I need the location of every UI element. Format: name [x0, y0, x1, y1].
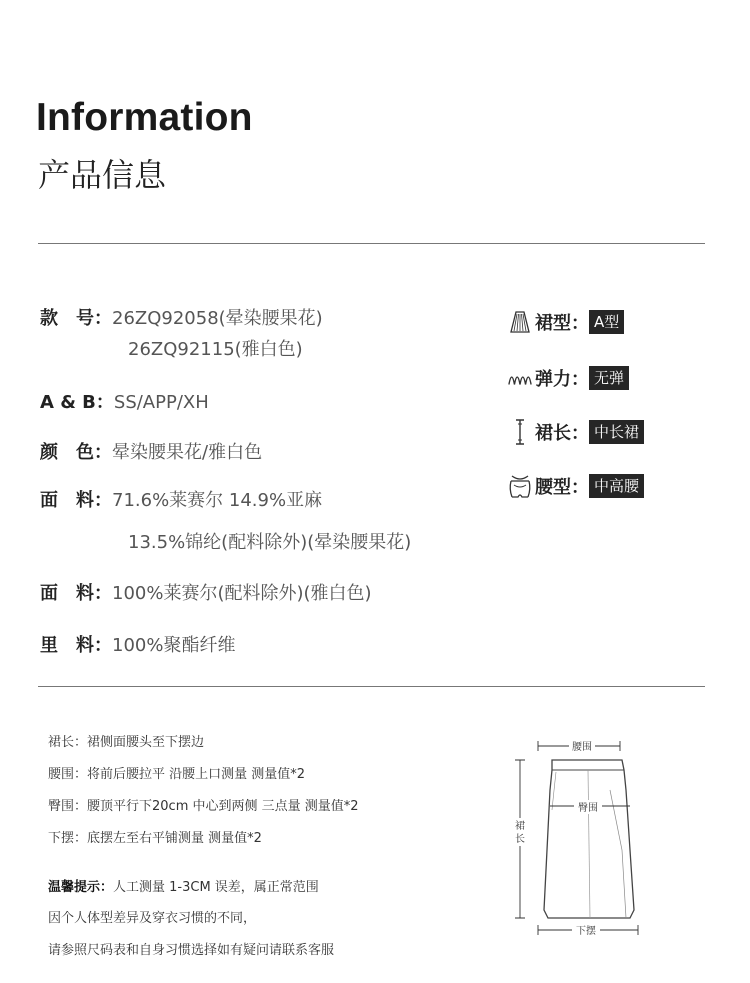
- length-icon: [508, 418, 532, 446]
- divider-bottom: [38, 686, 705, 687]
- spec-fabric-2: 面 料：100%莱赛尔(配料除外)(雅白色): [40, 583, 372, 604]
- spec-color: 颜 色：晕染腰果花/雅白色: [40, 442, 263, 463]
- divider-top: [38, 243, 705, 244]
- note-hem: 下摆：底摆左至右平铺测量 测量值*2: [48, 831, 262, 846]
- diagram-hip-label: 臀围: [578, 803, 598, 814]
- title-chinese: 产品信息: [38, 156, 167, 194]
- attr-value-badge: 中长裙: [589, 420, 644, 444]
- spec-fabric-1-cont: 13.5%锦纶(配料除外)(晕染腰果花): [128, 532, 412, 553]
- skirt-icon: [508, 308, 532, 336]
- attr-elasticity: 弹力： 无弹: [508, 364, 629, 392]
- waist-icon: [508, 472, 532, 500]
- diagram-waist-label: 腰围: [572, 742, 592, 753]
- attr-waist-type: 腰型： 中高腰: [508, 472, 644, 500]
- spec-ab: A & B：SS/APP/XH: [40, 392, 209, 413]
- note-length: 裙长：裙侧面腰头至下摆边: [48, 735, 205, 750]
- attr-value-badge: A型: [589, 310, 624, 334]
- spec-lining: 里 料：100%聚酯纤维: [40, 635, 236, 656]
- spec-fabric-1: 面 料：71.6%莱赛尔 14.9%亚麻: [40, 490, 323, 511]
- diagram-length-label-top: 裙: [515, 821, 525, 832]
- spec-style-number-2: 26ZQ92115(雅白色): [128, 339, 303, 360]
- title-english: Information: [36, 96, 253, 139]
- note-hip: 臀围：腰顶平行下20cm 中心到两侧 三点量 测量值*2: [48, 799, 359, 814]
- elastic-wave-icon: [508, 364, 532, 392]
- tips-line-2: 因个人体型差异及穿衣习惯的不同，: [48, 911, 257, 926]
- attr-value-badge: 中高腰: [589, 474, 644, 498]
- note-waist: 腰围：将前后腰拉平 沿腰上口测量 测量值*2: [48, 767, 306, 782]
- tips-line-1: 温馨提示：人工测量 1-3CM 误差，属正常范围: [48, 880, 319, 895]
- diagram-hem-label: 下摆: [576, 926, 596, 937]
- attr-skirt-type: 裙型： A型: [508, 308, 624, 336]
- tips-line-3: 请参照尺码表和自身习惯选择如有疑问请联系客服: [48, 943, 335, 958]
- spec-style-number: 款 号：26ZQ92058(晕染腰果花): [40, 308, 323, 329]
- diagram-length-label-bottom: 长: [515, 834, 525, 845]
- skirt-measurement-diagram: [510, 730, 660, 940]
- attr-value-badge: 无弹: [589, 366, 629, 390]
- attr-skirt-length: 裙长： 中长裙: [508, 418, 644, 446]
